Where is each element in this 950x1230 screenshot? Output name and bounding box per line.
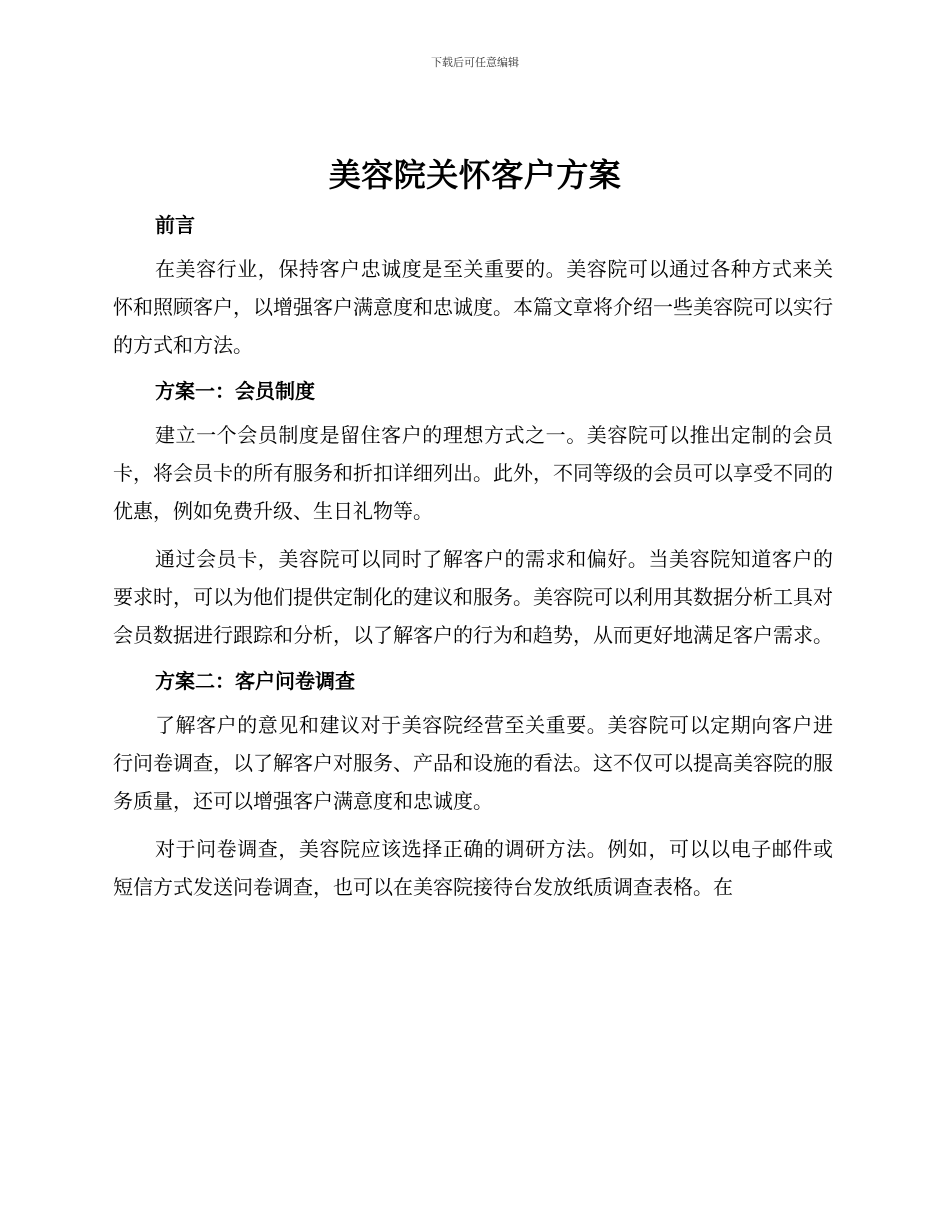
paragraph: 对于问卷调查，美容院应该选择正确的调研方法。例如，可以以电子邮件或短信方式发送问卷调查，也可以在美容院接待台发放纸质调查表格。在 <box>113 837 833 899</box>
document-body <box>113 198 833 916</box>
section-heading-plan1: 方案一：会员制度 <box>155 379 315 403</box>
header-note: 下载后可任意编辑 <box>431 56 519 69</box>
paragraph: 建立一个会员制度是留住客户的理想方式之一。美容院可以推出定制的会员卡，将会员卡的所有服务和折扣详细列出。此外，不同等级的会员可以享受不同的优惠，例如免费升级、生日礼物等。 <box>113 423 833 523</box>
section-heading-intro: 前言 <box>155 213 195 237</box>
paragraph: 在美容行业，保持客户忠诚度是至关重要的。美容院可以通过各种方式来关怀和照顾客户，以增强客户满意度和忠诚度。本篇文章将介绍一些美容院可以实行的方式和方法。 <box>113 257 833 357</box>
document-title: 美容院关怀客户方案 <box>328 156 622 194</box>
section-heading-plan2: 方案二：客户问卷调查 <box>155 669 355 693</box>
paragraph: 了解客户的意见和建议对于美容院经营至关重要。美容院可以定期向客户进行问卷调查，以了解客户对服务、产品和设施的看法。这不仅可以提高美容院的服务质量，还可以增强客户满意度和忠诚度。 <box>113 713 833 813</box>
paragraph: 通过会员卡，美容院可以同时了解客户的需求和偏好。当美容院知道客户的要求时，可以为他们提供定制化的建议和服务。美容院可以利用其数据分析工具对会员数据进行跟踪和分析，以了解客户的行为和趋势，从而更好地满足客户需求。 <box>113 547 833 647</box>
